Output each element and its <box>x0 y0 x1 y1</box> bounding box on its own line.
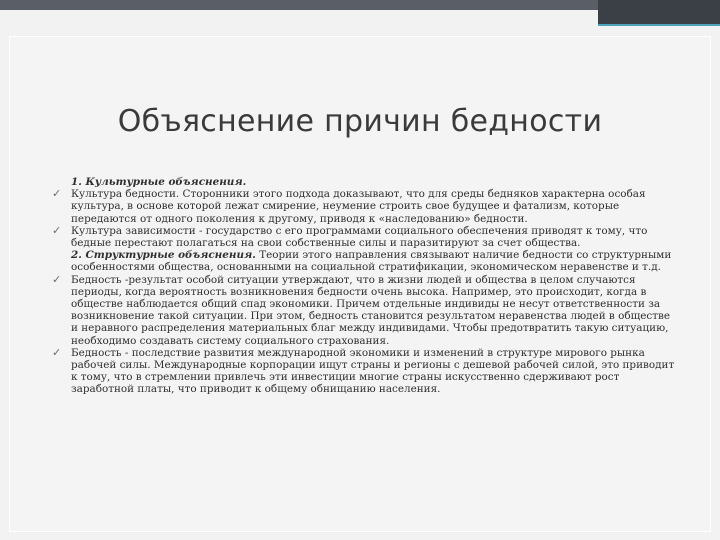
checkmark-icon: ✓ <box>52 272 62 286</box>
list-item <box>52 225 680 249</box>
bullet-text: Бедность - последствие развития международной экономики и изменений в структуре мирового рынка рабочей силы. Международные корпорации ищут страны и регионы с дешевой рабочей силой, это приводит к тому, что в стремлении привлечь эти инвестиции многие страны искусственно сдерживают рост заработной платы, что приводит к общему обнищанию населения. <box>71 346 675 396</box>
section-text: Теории этого направления связывают наличие бедности со структурными особенностями общества, основанными на социальной стратификации, экономическом неравенстве и т.д. <box>71 249 672 274</box>
slide-content <box>52 176 680 396</box>
bullet-text: Культура бедности. Сторонники этого подхода доказывают, что для среды бедняков характерна особая культура, в основе которой лежат смирение, неумение строить свое будущее и фатализм, которые передаются от одного поколения к другому, приводя к «наследованию» бедности. <box>71 188 646 225</box>
slide-title: Объяснение причин бедности <box>117 104 603 139</box>
section-heading-cultural: 1. Культурные объяснения. <box>71 176 247 188</box>
corner-accent-block <box>598 0 720 24</box>
list-item <box>52 274 680 347</box>
bullet-text: Бедность -результат особой ситуации утверждают, что в жизни людей и общества в целом случаются периоды, когда вероятность возникновения бедности очень высока. Например, это происходит, когда в обществе наблюдается общий спад экономики. Причем отдельные индивиды не несут ответственности за возникновение такой ситуации. При этом, бедность становится результатом неравенства людей в обществе и неравного распределения материальных благ между индивидами. Чтобы предотвратить такую ситуацию, необходимо создавать систему социального страхования. <box>71 273 670 347</box>
section-heading-structural: 2. Структурные объяснения. <box>71 249 256 262</box>
list-item <box>52 188 680 225</box>
bullet-text: Культура зависимости - государство с его программами социального обеспечения приводят к тому, что бедные перестают полагаться на свои собственные силы и паразитируют за счет общества. <box>71 224 648 250</box>
list-item <box>52 347 680 396</box>
checkmark-icon: ✓ <box>52 187 62 201</box>
section-structural <box>52 249 680 273</box>
checkmark-icon: ✓ <box>52 345 62 359</box>
corner-accent-line <box>598 24 720 26</box>
checkmark-icon: ✓ <box>52 223 62 237</box>
